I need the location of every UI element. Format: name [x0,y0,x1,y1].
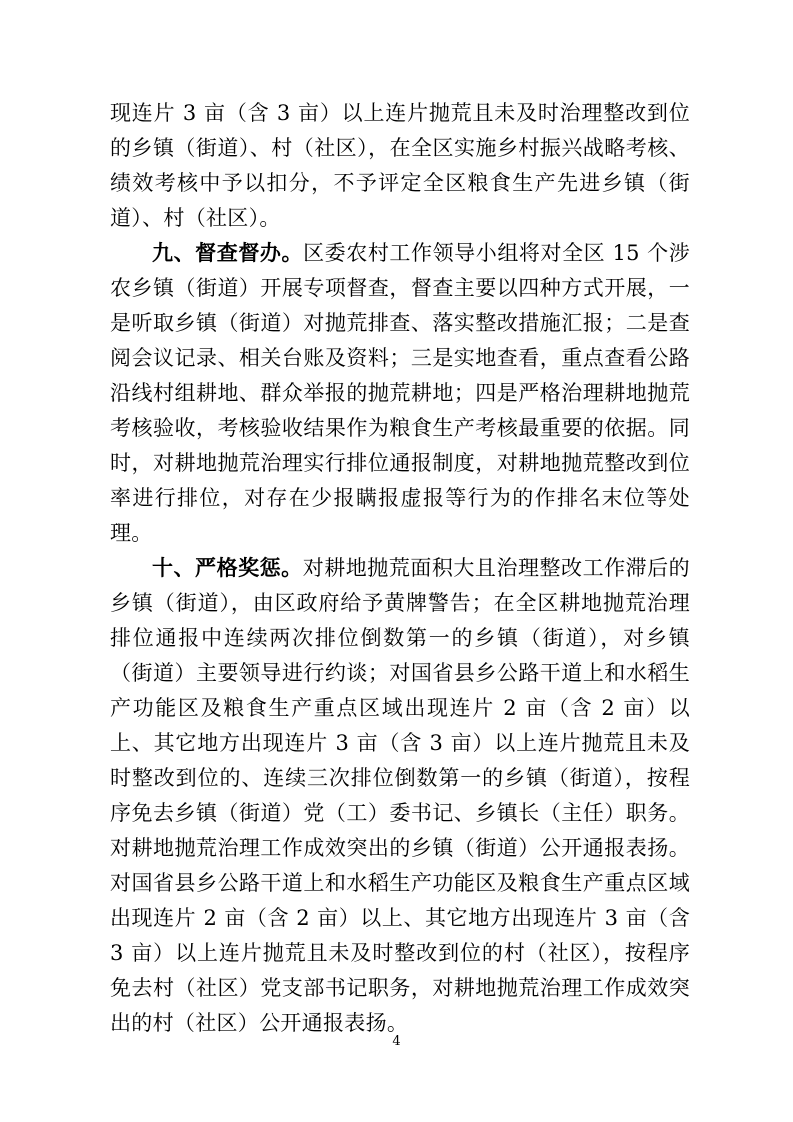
paragraph-text: 对耕地抛荒面积大且治理整改工作滞后的乡镇（街道），由区政府给予黄牌警告；在全区耕地抛荒治理排位通报中连续两次排位倒数第一的乡镇（街道），对乡镇（街道）主要领导进行约谈；对国省县乡公路干道上和水稻生产功能区及粮食生产重点区域出现连片 2 亩（含 2 亩）以上、其它地方出现连片 3 亩（含 3 亩）以上连片抛荒且未及时整改到位的、连续三次排位倒数第一的乡镇（街道），按程序免去乡镇（街道）党（工）委书记、乡镇长（主任）职务。对耕地抛荒治理工作成效突出的乡镇（街道）公开通报表扬。对国省县乡公路干道上和水稻生产功能区及粮食生产重点区域出现连片 2 亩（含 2 亩）以上、其它地方出现连片 3 亩（含 3 亩）以上连片抛荒且未及时整改到位的村（社区），按程序免去村（社区）党支部书记职务，对耕地抛荒治理工作成效突出的村（社区）公开通报表扬。 [110,556,690,1035]
paragraph-continuation [110,96,690,236]
paragraph-rewards-penalties [110,551,690,1041]
document-body [110,96,690,1041]
page-number: 4 [392,1034,401,1049]
paragraph-text: 现连片 3 亩（含 3 亩）以上连片抛荒且未及时治理整改到位的乡镇（街道）、村（社区），在全区实施乡村振兴战略考核、绩效考核中予以扣分，不予评定全区粮食生产先进乡镇（街道）、村（社区）。 [110,101,690,230]
section-heading-supervision: 九、督查督办。 [152,241,304,265]
paragraph-supervision [110,236,690,551]
paragraph-text: 区委农村工作领导小组将对全区 15 个涉农乡镇（街道）开展专项督查，督查主要以四种方式开展，一是听取乡镇（街道）对抛荒排查、落实整改措施汇报；二是查阅会议记录、相关台账及资料；三是实地查看，重点查看公路沿线村组耕地、群众举报的抛荒耕地；四是严格治理耕地抛荒考核验收，考核验收结果作为粮食生产考核最重要的依据。同时，对耕地抛荒治理实行排位通报制度，对耕地抛荒整改到位率进行排位，对存在少报瞒报虚报等行为的作排名末位等处理。 [110,241,690,545]
section-heading-rewards-penalties: 十、严格奖惩。 [152,556,303,580]
